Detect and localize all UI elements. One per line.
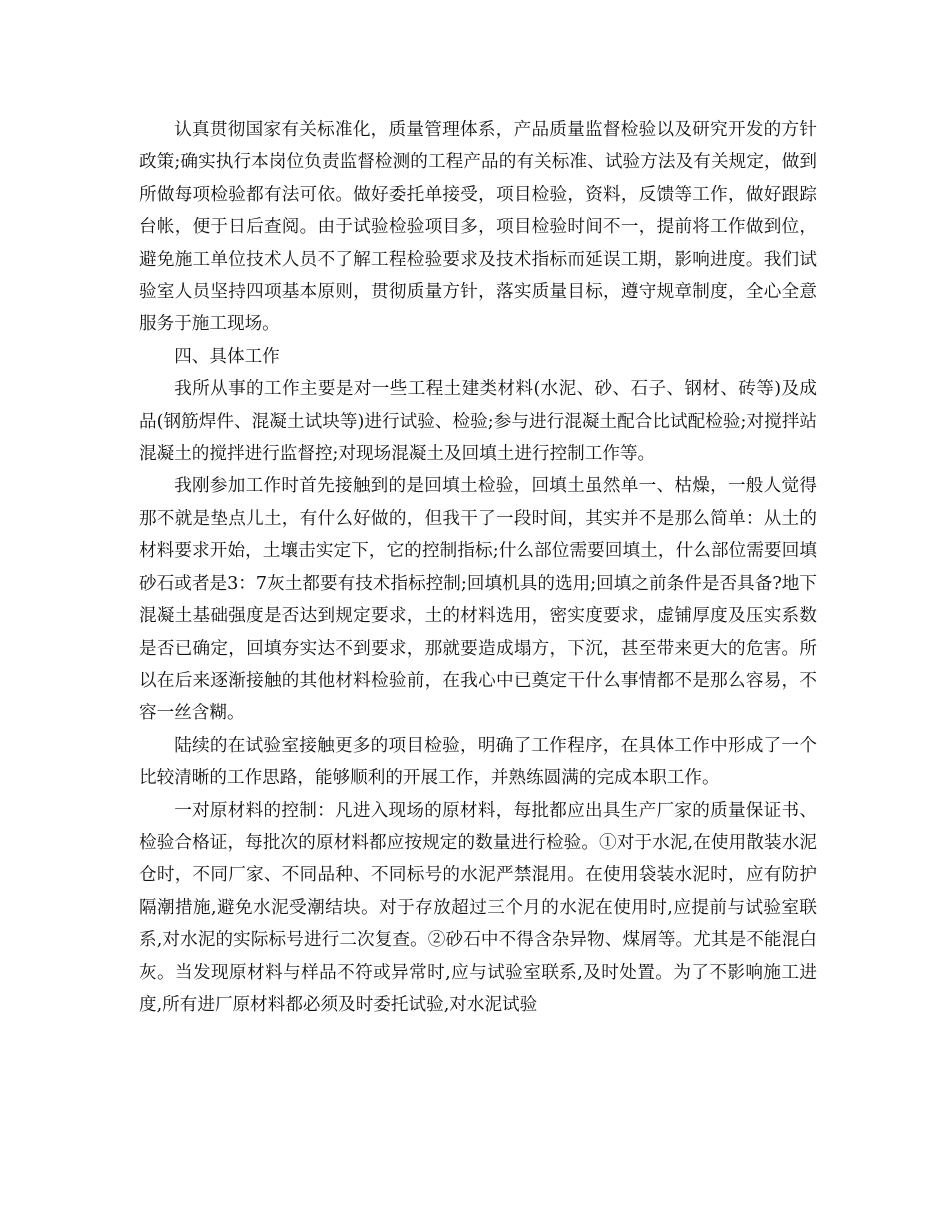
- paragraph-work-procedure: 陆续的在试验室接触更多的项目检验，明确了工作程序，在具体工作中形成了一个比较清晰的工作思路，能够顺利的开展工作，并熟练圆满的完成本职工作。: [139, 735, 817, 789]
- paragraph-quality-policy: 认真贯彻国家有关标准化，质量管理体系，产品质量监督检验以及研究开发的方针政策;确实执行本岗位负责监督检测的工程产品的有关标准、试验方法及有关规定，做到所做每项检验都有法可依。做好委托单接受，项目检验，资料，反馈等工作，做好跟踪台帐，便于日后查阅。由于试验检验项目多，项目检验时间不一，提前将工作做到位，避免施工单位技术人员不了解工程检验要求及技术指标而延误工期，影响进度。我们试验室人员坚持四项基本原则，贯彻质量方针，落实质量目标，遵守规章制度，全心全意服务于施工现场。: [139, 120, 817, 335]
- document-body: [139, 114, 817, 1021]
- paragraph-raw-material-control: 一对原材料的控制：凡进入现场的原材料，每批都应出具生产厂家的质量保证书、检验合格证，每批次的原材料都应按规定的数量进行检验。①对于水泥,在使用散装水泥仓时，不同厂家、不同品种、不同标号的水泥严禁混用。在使用袋装水泥时，应有防护隔潮措施,避免水泥受潮结块。对于存放超过三个月的水泥在使用时,应提前与试验室联系,对水泥的实际标号进行二次复查。②砂石中不得含杂异物、煤屑等。尤其是不能混白灰。当发现原材料与样品不符或异常时,应与试验室联系,及时处置。为了不影响施工进度,所有进厂原材料都必须及时委托试验,对水泥试验: [139, 800, 817, 1015]
- section-heading-specific-work: 四、具体工作: [174, 346, 280, 367]
- paragraph-backfill-inspection: 我刚参加工作时首先接触到的是回填土检验，回填土虽然单一、枯燥，一般人觉得那不就是垫点儿土，有什么好做的，但我干了一段时间，其实并不是那么简单：从土的材料要求开始，土壤击实定下，它的控制指标;什么部位需要回填土，什么部位需要回填砂石或者是3：7灰土都要有技术指标控制;回填机具的选用;回填之前条件是否具备?地下混凝土基础强度是否达到规定要求，土的材料选用，密实度要求，虚铺厚度及压实系数是否已确定，回填夯实达不到要求，那就要造成塌方，下沉，甚至带来更大的危害。所以在后来逐渐接触的其他材料检验前，在我心中已奠定干什么事情都不是那么容易，不容一丝含糊。: [139, 476, 817, 724]
- paragraph-work-scope: 我所从事的工作主要是对一些工程土建类材料(水泥、砂、石子、钢材、砖等)及成品(钢筋焊件、混凝土试块等)进行试验、检验;参与进行混凝土配合比试配检验;对搅拌站混凝土的搅拌进行监督控;对现场混凝土及回填土进行控制工作等。: [139, 379, 817, 465]
